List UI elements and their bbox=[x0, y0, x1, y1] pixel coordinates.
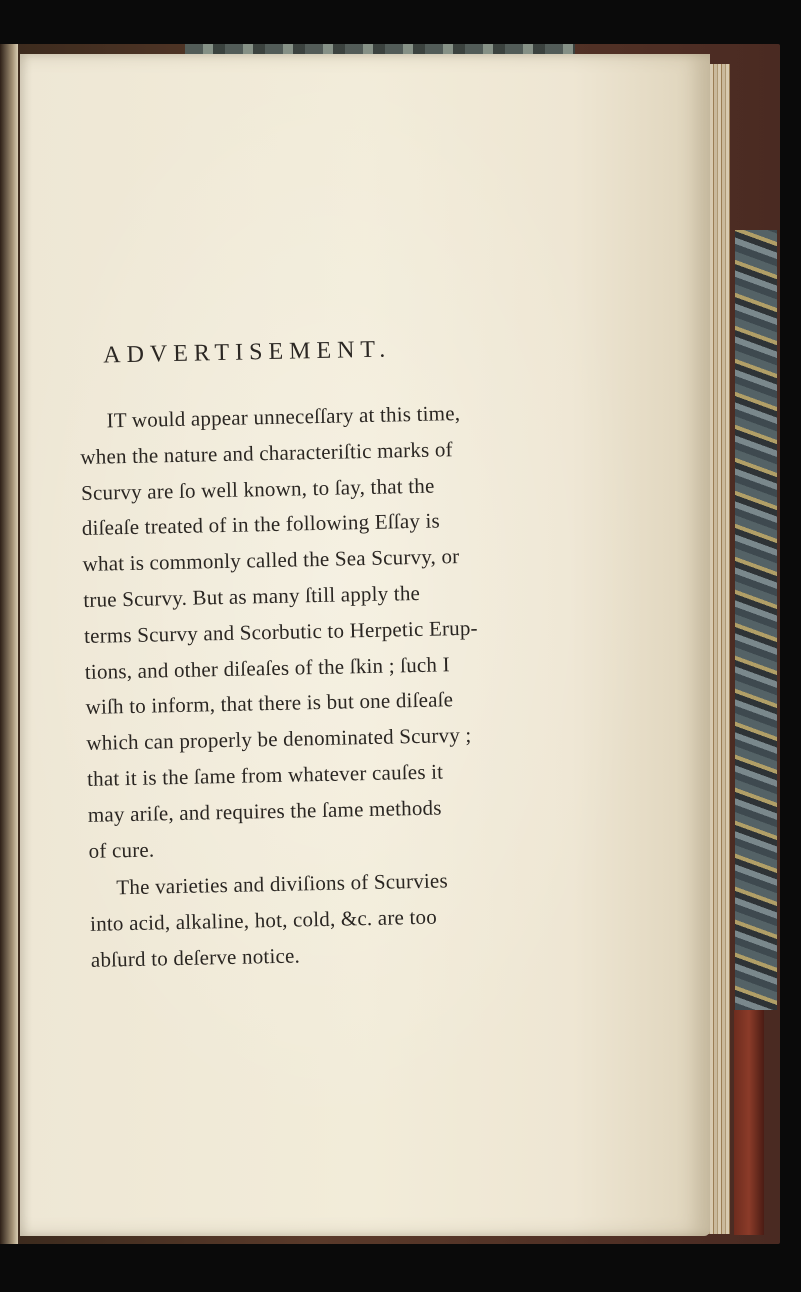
text-line-12: may ariſe, and requires the ſame methods bbox=[87, 795, 442, 827]
text-line-9: wiſh to inform, that there is but one diſeaſe bbox=[85, 687, 454, 720]
text-line-15: into acid, alkaline, hot, cold, &c. are too bbox=[89, 904, 438, 937]
text-line-4: diſeaſe treated of in the following Eſſay is bbox=[81, 508, 441, 541]
red-cover-edge bbox=[734, 1010, 764, 1235]
advertisement-heading: ADVERTISEMENT. bbox=[102, 336, 392, 369]
text-line-3: Scurvy are ſo well known, to ſay, that the bbox=[80, 473, 435, 505]
marbled-cover-edge bbox=[735, 230, 777, 1010]
text-line-10: which can properly be denominated Scurvy ; bbox=[86, 723, 472, 756]
text-line-8: tions, and other diſeaſes of the ſkin ; ſuch I bbox=[84, 651, 450, 684]
left-page-edge bbox=[0, 44, 18, 1244]
text-line-2: when the nature and characteriſtic marks of bbox=[80, 436, 453, 469]
book-page bbox=[20, 54, 710, 1236]
text-line-5: what is commonly called the Sea Scurvy, or bbox=[82, 544, 460, 577]
text-line-1: IT would appear unneceſſary at this time, bbox=[106, 401, 461, 433]
text-line-13: of cure. bbox=[88, 837, 155, 863]
text-line-7: terms Scurvy and Scorbutic to Herpetic Erup- bbox=[83, 615, 478, 648]
text-line-14: The varieties and diviſions of Scurvies bbox=[116, 868, 449, 900]
text-line-16: abſurd to deſerve notice. bbox=[90, 943, 301, 972]
text-line-11: that it is the ſame from whatever cauſes it bbox=[86, 759, 444, 791]
advertisement-text-block bbox=[78, 335, 531, 979]
text-line-6: true Scurvy. But as many ſtill apply the bbox=[83, 580, 421, 612]
